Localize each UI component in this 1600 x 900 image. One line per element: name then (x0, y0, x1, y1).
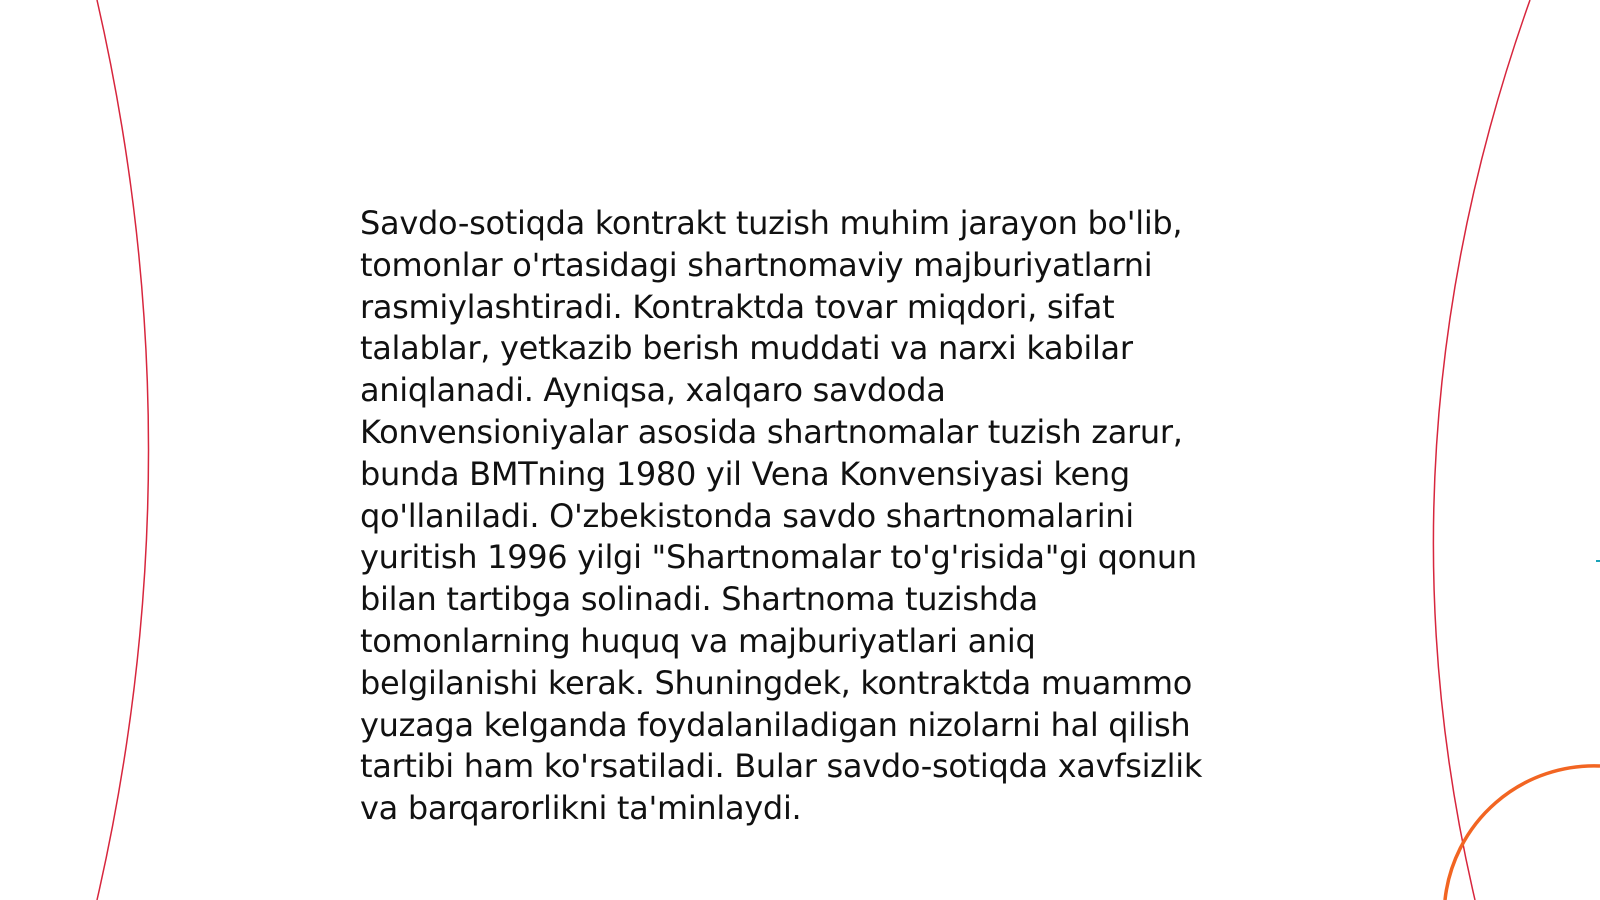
right-arc-line (1433, 0, 1530, 900)
orange-circle-arc (1445, 766, 1600, 900)
left-arc-line (97, 0, 149, 900)
body-paragraph: Savdo-sotiqda kontrakt tuzish muhim jarayon bo'lib, tomonlar o'rtasidagi shartnomaviy majburiyatlarni rasmiylashtiradi. Kontraktda tovar miqdori, sifat talablar, yetkazib berish muddati va narxi kabilar aniqlanadi. Ayniqsa, xalqaro savdoda Konvensioniyalar asosida shartnomalar tuzish zarur, bunda BMTning 1980 yil Vena Konvensiyasi keng qo'llaniladi. O'zbekistonda savdo shartnomalarini yuritish 1996 yilgi "Shartnomalar to'g'risida"gi qonun bilan tartibga solinadi. Shartnoma tuzishda tomonlarning huquq va majburiyatlari aniq belgilanishi kerak. Shuningdek, kontraktda muammo yuzaga kelganda foydalaniladigan nizolarni hal qilish tartibi ham ko'rsatiladi. Bular savdo-sotiqda xavfsizlik va barqarorlikni ta'minlaydi. (360, 204, 1203, 828)
